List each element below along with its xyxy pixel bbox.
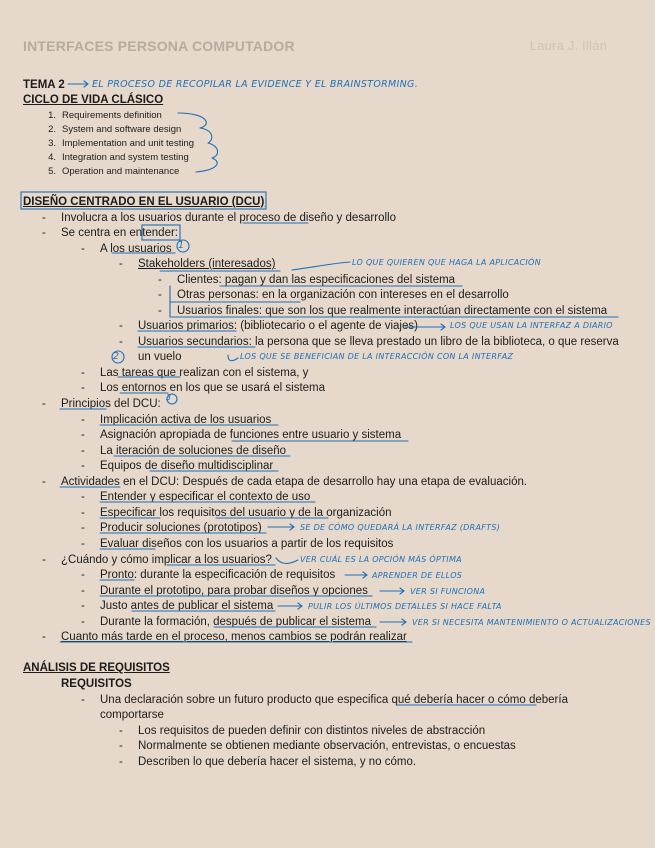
stakeholders-note: LO QUE QUIEREN QUE HAGA LA APLICACIÓN: [352, 258, 541, 267]
ciclo-item-5: 5. Operation and maintenance: [48, 166, 180, 177]
analisis-heading: ANÁLISIS DE REQUISITOS: [23, 662, 170, 674]
dcu-secundarios: - Usuarios secundarios: la persona que se lleva prestado un libro de la biblioteca, o que reserva: [138, 335, 619, 349]
dcu-stakeholders: - Stakeholders (interesados): [138, 257, 275, 271]
principio-1: - Implicación activa de los usuarios: [100, 413, 271, 427]
requisitos-def-cont: comportarse: [100, 709, 164, 721]
dcu-entornos: - Los entornos en los que se usará el sistema: [100, 381, 325, 395]
document-title: INTERFACES PERSONA COMPUTADOR: [23, 38, 295, 54]
actividad-2: - Especificar los requisitos del usuario y de la organización: [100, 506, 392, 520]
dcu-involucra: - Involucra a los usuarios durante el proceso de diseño y desarrollo: [61, 211, 396, 225]
circle-number-3: 3: [166, 393, 172, 402]
cuando-3: - Justo antes de publicar el sistema: [100, 599, 273, 613]
ciclo-item-1: 1. Requirements definition: [48, 110, 162, 121]
requisitos-bullet-1: - Los requisitos de pueden definir con distintos niveles de abstracción: [138, 724, 485, 738]
dcu-principios: - Principios del DCU:: [61, 397, 161, 411]
cuando-1: - Pronto: durante la especificación de requisitos: [100, 568, 335, 582]
dcu-cuando: - ¿Cuándo y cómo implicar a los usuarios?: [61, 553, 272, 567]
tema-label: TEMA 2: [23, 79, 65, 91]
dcu-heading: DISEÑO CENTRADO EN EL USUARIO (DCU): [23, 196, 265, 208]
primarios-note: LOS QUE USAN LA INTERFAZ A DIARIO: [450, 321, 613, 330]
dcu-clientes: - Clientes: pagan y dan las especificaciones del sistema: [177, 273, 455, 287]
principio-3: - La iteración de soluciones de diseño: [100, 444, 286, 458]
principio-2: - Asignación apropiada de funciones entre usuario y sistema: [100, 428, 401, 442]
dcu-tarde: - Cuanto más tarde en el proceso, menos cambios se podrán realizar: [61, 630, 407, 644]
dcu-primarios: - Usuarios primarios: (bibliotecario o el agente de viajes): [138, 319, 418, 333]
dcu-centra: - Se centra en entender:: [61, 226, 178, 240]
cuando-4: - Durante la formación, después de publicar el sistema: [100, 615, 371, 629]
circle-number-1: 1: [178, 240, 185, 251]
dcu-actividades: - Actividades en el DCU: Después de cada etapa de desarrollo hay una etapa de evaluación.: [61, 475, 527, 489]
requisitos-bullet-3: - Describen lo que debería hacer el sistema, y no cómo.: [138, 755, 416, 769]
cuando-2-note: VER SI FUNCIONA: [410, 587, 486, 596]
tema-handwritten-note: EL PROCESO DE RECOPILAR LA EVIDENCE Y EL BRAINSTORMING.: [92, 79, 419, 90]
secundarios-note: LOS QUE SE BENEFICIAN DE LA INTERACCIÓN CON LA INTERFAZ: [240, 352, 514, 361]
actividad-3: - Producir soluciones (prototipos): [100, 521, 262, 535]
actividad-4: - Evaluar diseños con los usuarios a partir de los requisitos: [100, 537, 393, 551]
ciclo-item-2: 2. System and software design: [48, 124, 182, 135]
actividad-3-note: SE DE CÓMO QUEDARÁ LA INTERFAZ (DRAFTS): [300, 523, 501, 532]
cuando-note: VER CUÁL ES LA OPCIÓN MÁS ÓPTIMA: [300, 555, 462, 564]
requisitos-bullet-2: - Normalmente se obtienen mediante observación, entrevistas, o encuestas: [138, 739, 516, 753]
dcu-usuarios: - A los usuarios: [100, 242, 172, 256]
ciclo-item-4: 4. Integration and system testing: [48, 152, 189, 163]
ciclo-heading: CICLO DE VIDA CLÁSICO: [23, 94, 164, 106]
dcu-tareas: - Las tareas que realizan con el sistema, y: [100, 366, 308, 380]
ciclo-item-3: 3. Implementation and unit testing: [48, 138, 195, 149]
cuando-1-note: APRENDER DE ELLOS: [372, 571, 463, 580]
actividad-1: - Entender y especificar el contexto de uso: [100, 490, 310, 504]
requisitos-subheading: REQUISITOS: [61, 678, 132, 690]
dcu-secundarios-cont: un vuelo: [138, 351, 182, 363]
principio-4: - Equipos de diseño multidisciplinar: [100, 459, 273, 473]
cuando-3-note: PULIR LOS ÚLTIMOS DETALLES SI HACE FALTA: [308, 602, 502, 611]
author-name: Laura J. Illán: [529, 38, 607, 53]
requisitos-def: - Una declaración sobre un futuro producto que especifica qué debería hacer o cómo debería: [100, 693, 568, 707]
dcu-finales: - Usuarios finales: que son los que realmente interactúan directamente con el sistema: [177, 304, 607, 318]
cuando-2: - Durante el prototipo, para probar diseños y opciones: [100, 584, 368, 598]
circle-number-2: 2: [113, 351, 120, 362]
dcu-otras: - Otras personas: en la organización con intereses en el desarrollo: [177, 288, 509, 302]
cuando-4-note: VER SI NECESITA MANTENIMIENTO O ACTUALIZACIONES: [412, 618, 651, 627]
